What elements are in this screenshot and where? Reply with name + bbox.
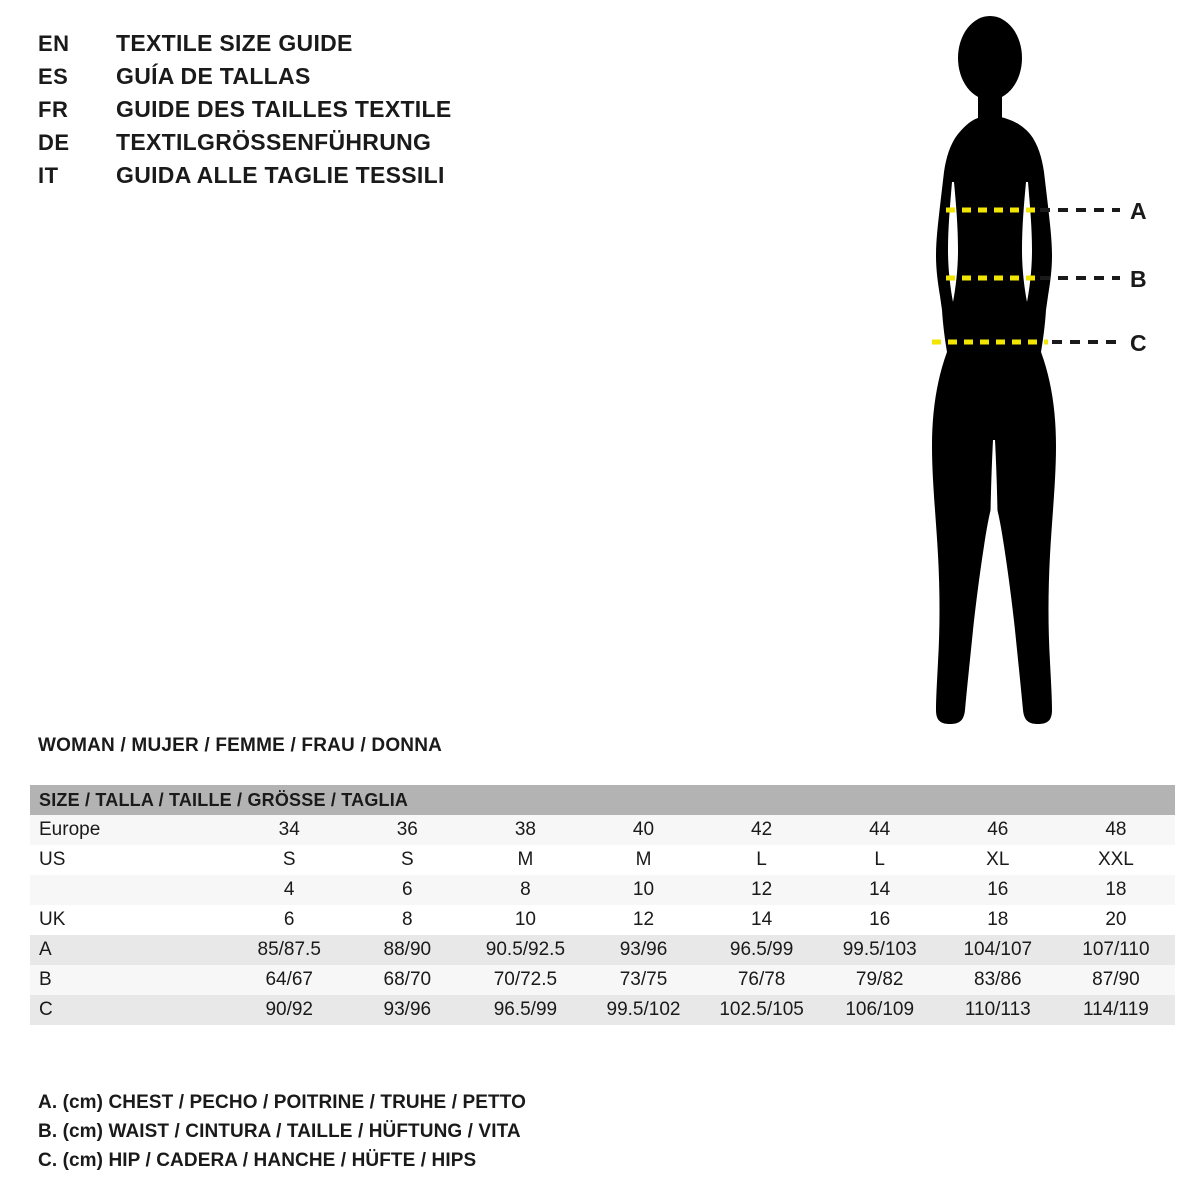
cell: 40 <box>584 815 702 845</box>
table-row <box>30 815 1175 845</box>
language-row <box>38 96 558 129</box>
cell: 96.5/99 <box>466 995 584 1025</box>
cell: 48 <box>1057 815 1175 845</box>
cell: 96.5/99 <box>703 935 821 965</box>
cell: 68/70 <box>348 965 466 995</box>
language-title: GUIDE DES TAILLES TEXTILE <box>116 96 452 122</box>
language-code: FR <box>38 97 69 122</box>
cell: S <box>230 845 348 875</box>
cell: 76/78 <box>703 965 821 995</box>
cell: 36 <box>348 815 466 845</box>
cell: 6 <box>348 875 466 905</box>
measure-label-b: B <box>1130 266 1147 292</box>
cell: L <box>703 845 821 875</box>
language-code: IT <box>38 163 59 188</box>
cell: 79/82 <box>821 965 939 995</box>
language-title-block <box>38 30 558 195</box>
language-row <box>38 129 558 162</box>
cell: 42 <box>703 815 821 845</box>
cell: 85/87.5 <box>230 935 348 965</box>
cell: 102.5/105 <box>703 995 821 1025</box>
body-measurement-figure <box>880 10 1180 750</box>
cell: M <box>466 845 584 875</box>
legend-item-chest: A. (cm) CHEST / PECHO / POITRINE / TRUHE / PETTO <box>38 1092 526 1113</box>
language-row <box>38 30 558 63</box>
cell: 10 <box>584 875 702 905</box>
legend-item-waist: B. (cm) WAIST / CINTURA / TAILLE / HÜFTUNG / VITA <box>38 1121 521 1142</box>
language-title: GUÍA DE TALLAS <box>116 63 311 89</box>
cell: 38 <box>466 815 584 845</box>
table-header-row <box>30 785 1175 815</box>
cell: 34 <box>230 815 348 845</box>
cell: 16 <box>821 905 939 935</box>
row-label <box>30 875 230 905</box>
cell: 8 <box>466 875 584 905</box>
cell: 18 <box>939 905 1057 935</box>
cell: 70/72.5 <box>466 965 584 995</box>
cell: L <box>821 845 939 875</box>
cell: 46 <box>939 815 1057 845</box>
cell: 12 <box>584 905 702 935</box>
cell: 14 <box>821 875 939 905</box>
cell: 6 <box>230 905 348 935</box>
row-label: B <box>30 965 230 995</box>
cell: 83/86 <box>939 965 1057 995</box>
row-label: UK <box>30 905 230 935</box>
row-label: Europe <box>30 815 230 845</box>
cell: 104/107 <box>939 935 1057 965</box>
table-row <box>30 845 1175 875</box>
measure-label-a: A <box>1130 198 1147 224</box>
language-code: ES <box>38 64 69 89</box>
size-chart-table <box>30 785 1175 1025</box>
cell: XXL <box>1057 845 1175 875</box>
cell: M <box>584 845 702 875</box>
language-code: DE <box>38 130 70 155</box>
table-row <box>30 935 1175 965</box>
cell: 73/75 <box>584 965 702 995</box>
language-row <box>38 63 558 96</box>
cell: 8 <box>348 905 466 935</box>
cell: 20 <box>1057 905 1175 935</box>
cell: 10 <box>466 905 584 935</box>
cell: 64/67 <box>230 965 348 995</box>
language-code: EN <box>38 31 70 56</box>
cell: 99.5/103 <box>821 935 939 965</box>
language-title: TEXTILGRÖSSENFÜHRUNG <box>116 129 432 155</box>
table-row <box>30 965 1175 995</box>
cell: 18 <box>1057 875 1175 905</box>
row-label: A <box>30 935 230 965</box>
cell: 90.5/92.5 <box>466 935 584 965</box>
cell: 110/113 <box>939 995 1057 1025</box>
cell: 90/92 <box>230 995 348 1025</box>
table-header-label: SIZE / TALLA / TAILLE / GRÖSSE / TAGLIA <box>30 785 1175 815</box>
cell: 99.5/102 <box>584 995 702 1025</box>
cell: 88/90 <box>348 935 466 965</box>
female-silhouette-icon <box>880 10 1180 750</box>
cell: 107/110 <box>1057 935 1175 965</box>
cell: 44 <box>821 815 939 845</box>
cell: XL <box>939 845 1057 875</box>
language-title: GUIDA ALLE TAGLIE TESSILI <box>116 162 445 188</box>
cell: 87/90 <box>1057 965 1175 995</box>
cell: 93/96 <box>584 935 702 965</box>
legend-item-hip: C. (cm) HIP / CADERA / HANCHE / HÜFTE / HIPS <box>38 1150 477 1171</box>
cell: 106/109 <box>821 995 939 1025</box>
measure-label-c: C <box>1130 330 1147 356</box>
section-heading-woman: WOMAN / MUJER / FEMME / FRAU / DONNA <box>38 735 443 756</box>
table-row <box>30 995 1175 1025</box>
language-title: TEXTILE SIZE GUIDE <box>116 30 353 56</box>
cell: 93/96 <box>348 995 466 1025</box>
cell: 12 <box>703 875 821 905</box>
cell: 14 <box>703 905 821 935</box>
cell: 16 <box>939 875 1057 905</box>
row-label: C <box>30 995 230 1025</box>
row-label: US <box>30 845 230 875</box>
table-row <box>30 875 1175 905</box>
cell: S <box>348 845 466 875</box>
cell: 4 <box>230 875 348 905</box>
measurement-legend <box>38 1088 938 1175</box>
table-row <box>30 905 1175 935</box>
cell: 114/119 <box>1057 995 1175 1025</box>
language-row <box>38 162 558 195</box>
